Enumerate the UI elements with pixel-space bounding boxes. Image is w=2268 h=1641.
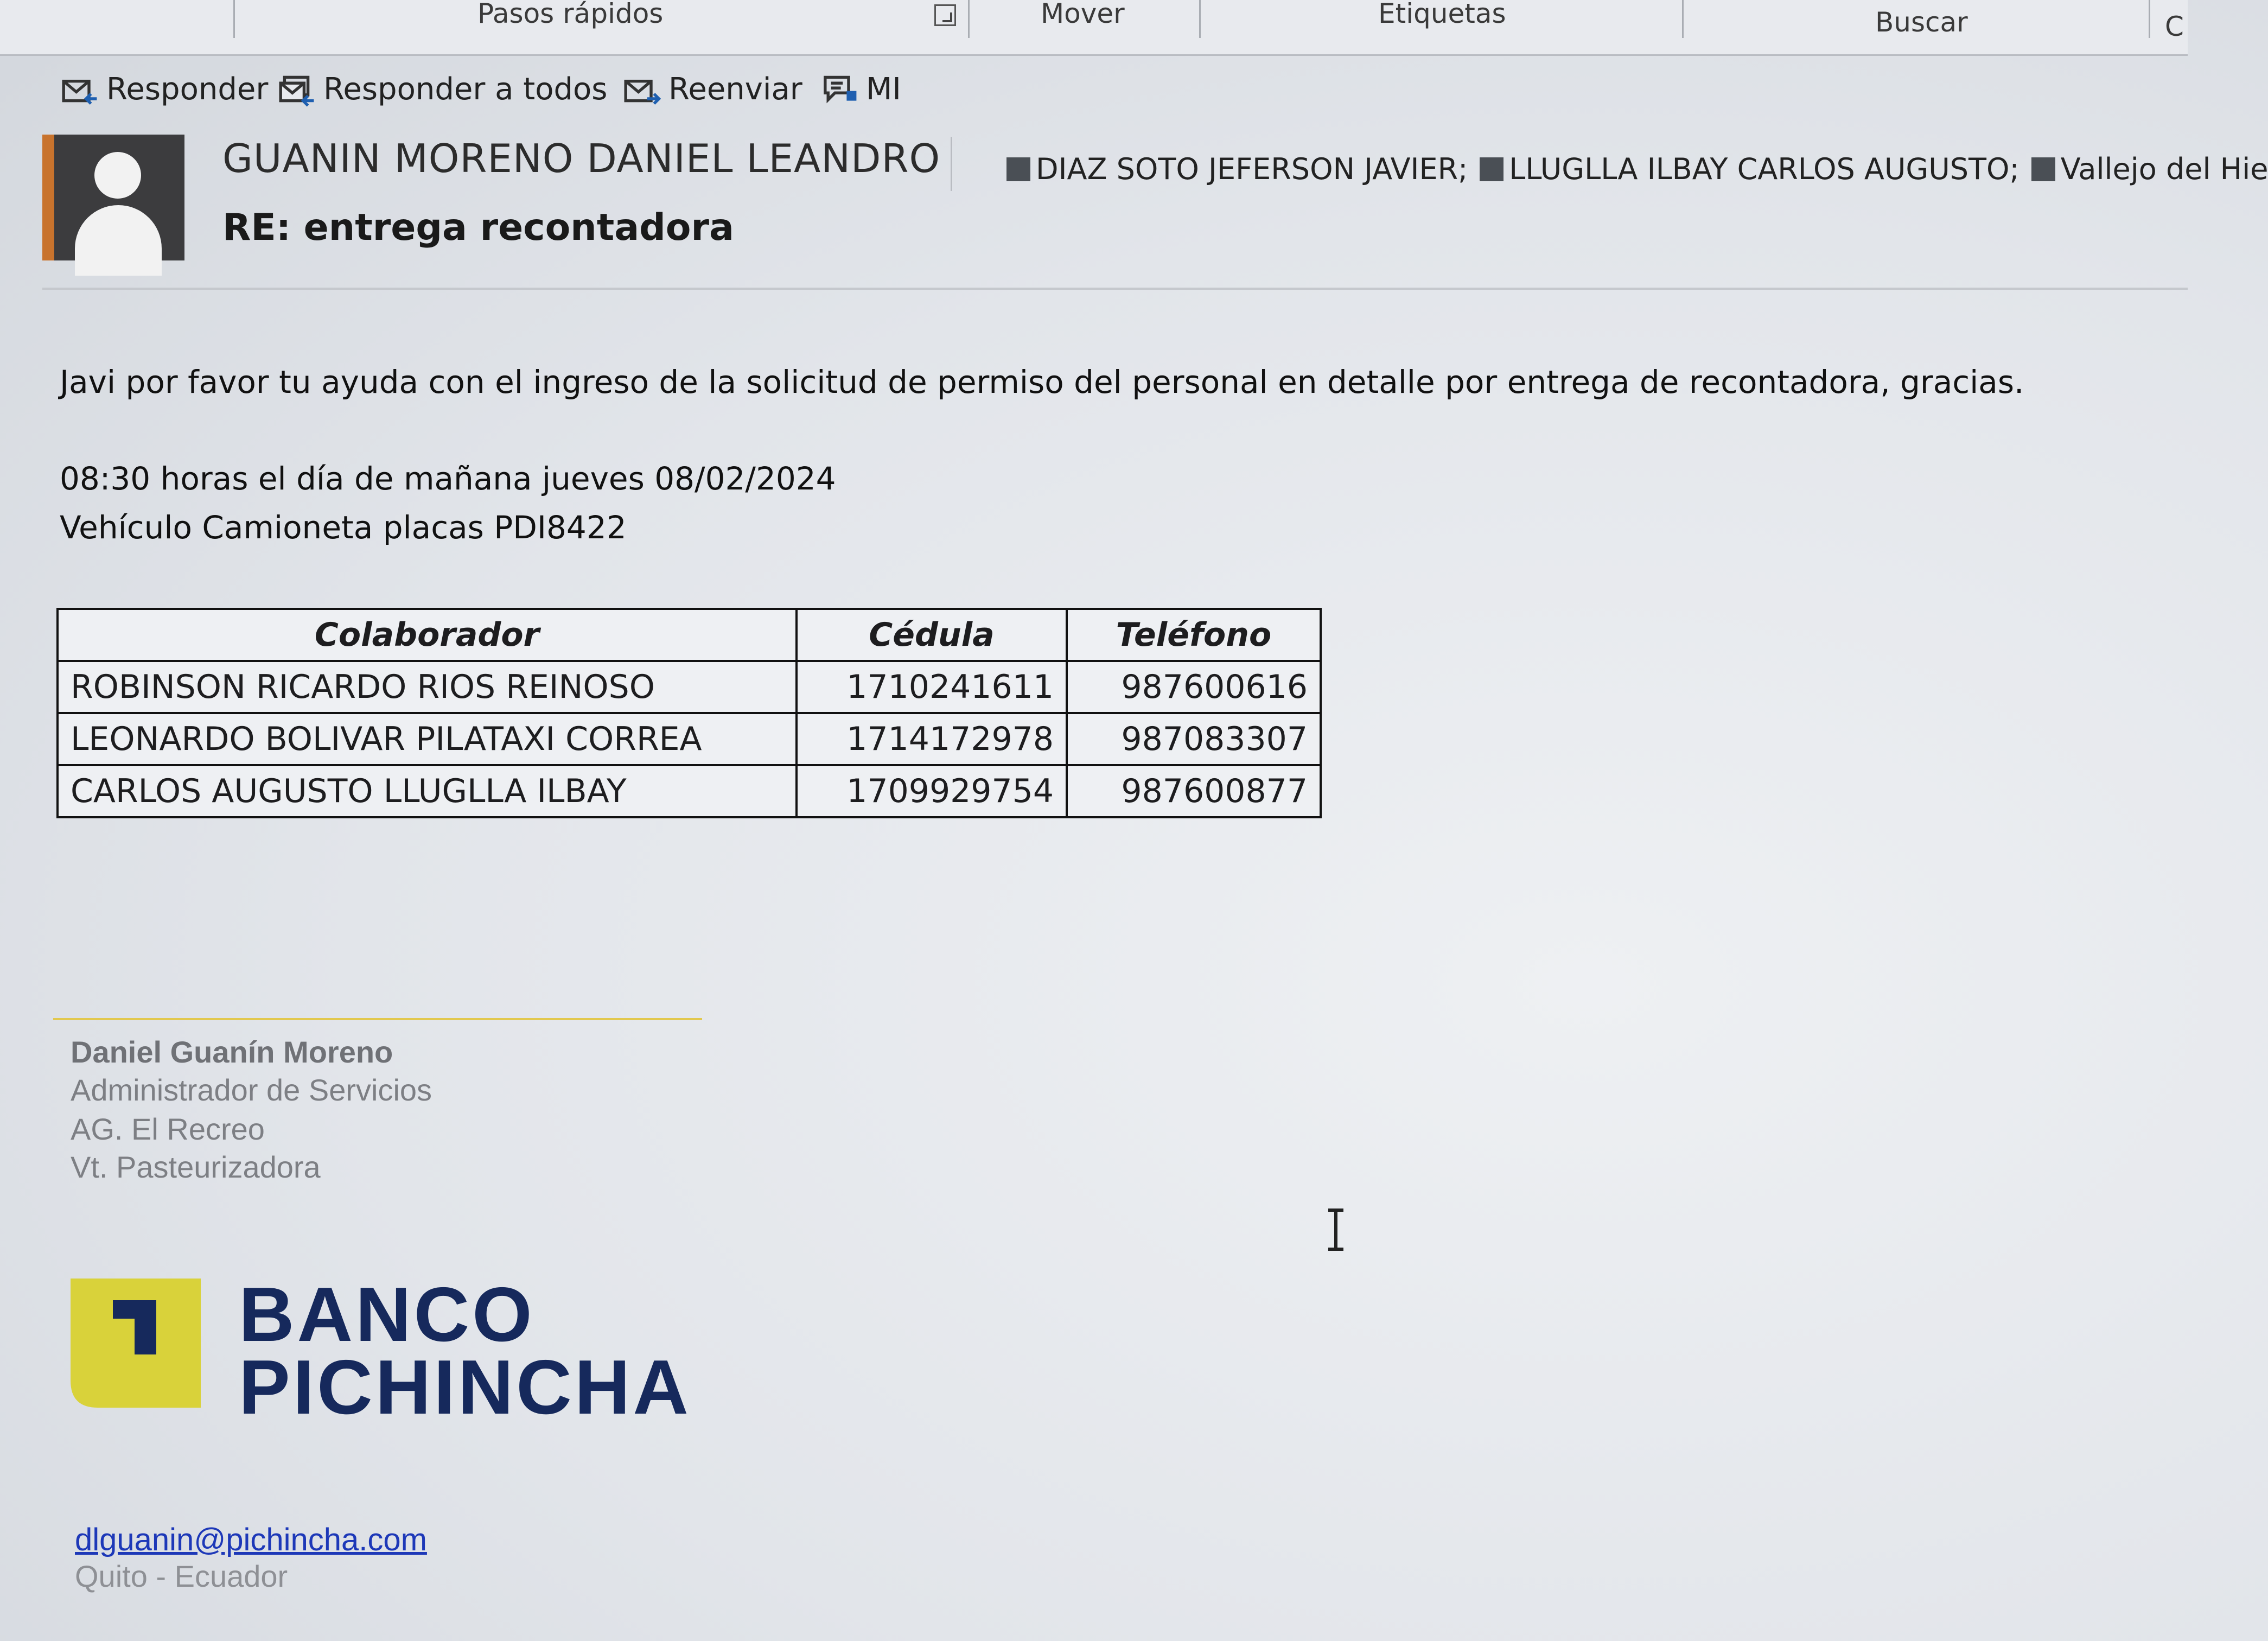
table-cell: 1714172978 bbox=[797, 713, 1067, 765]
recipient-name: Vallejo del Hie bbox=[2060, 152, 2268, 186]
dialog-launcher-icon[interactable] bbox=[934, 4, 956, 26]
signature-unit: Vt. Pasteurizadora bbox=[71, 1150, 321, 1184]
text-cursor-icon bbox=[1325, 1208, 1347, 1251]
recipient-name: DIAZ SOTO JEFERSON JAVIER; bbox=[1036, 152, 1468, 186]
table-cell: 987083307 bbox=[1067, 713, 1321, 765]
forward-button[interactable] bbox=[622, 69, 802, 109]
ribbon-separator bbox=[2149, 0, 2150, 38]
table-cell: 987600877 bbox=[1067, 765, 1321, 817]
recipient-name: LLUGLLA ILBAY CARLOS AUGUSTO; bbox=[1509, 152, 2019, 186]
reply-button[interactable] bbox=[60, 69, 268, 109]
recipient-item[interactable] bbox=[1480, 152, 2019, 186]
ribbon-separator bbox=[233, 0, 235, 38]
table-cell: CARLOS AUGUSTO LLUGLLA ILBAY bbox=[58, 765, 797, 817]
contact-card-icon bbox=[1006, 157, 1030, 181]
recipient-item[interactable] bbox=[2031, 152, 2268, 186]
im-button[interactable] bbox=[819, 69, 901, 109]
ribbon-separator bbox=[1682, 0, 1684, 38]
reply-all-label: Responder a todos bbox=[323, 71, 608, 107]
sender-name[interactable]: GUANIN MORENO DANIEL LEANDRO bbox=[222, 136, 941, 181]
ribbon-group-quick-steps: Pasos rápidos bbox=[477, 0, 664, 29]
column-header: Colaborador bbox=[58, 609, 797, 661]
presence-indicator bbox=[42, 135, 54, 260]
ribbon-group-cutoff: C bbox=[2165, 11, 2184, 42]
bank-logo-line1: BANCO bbox=[239, 1271, 535, 1358]
message-subject: RE: entrega recontadora bbox=[222, 206, 734, 249]
table-row bbox=[58, 765, 1321, 817]
personnel-table bbox=[56, 608, 1322, 818]
table-cell: LEONARDO BOLIVAR PILATAXI CORREA bbox=[58, 713, 797, 765]
signature-email-link[interactable]: dlguanin@pichincha.com bbox=[75, 1522, 427, 1557]
ribbon-group-find: Buscar bbox=[1875, 7, 1968, 38]
reply-all-button[interactable] bbox=[277, 69, 607, 109]
signature-city: Quito - Ecuador bbox=[75, 1559, 288, 1593]
im-label: MI bbox=[866, 71, 901, 107]
body-paragraph: Vehículo Camioneta placas PDI8422 bbox=[60, 509, 627, 546]
recipient-list bbox=[1006, 152, 2268, 186]
header-divider bbox=[42, 288, 2188, 290]
ribbon-separator bbox=[968, 0, 970, 38]
ribbon-group-tags: Etiquetas bbox=[1378, 0, 1506, 29]
signature-name: Daniel Guanín Moreno bbox=[71, 1035, 393, 1069]
body-paragraph: 08:30 horas el día de mañana jueves 08/02/2024 bbox=[60, 460, 836, 497]
table-row bbox=[58, 661, 1321, 713]
table-cell: ROBINSON RICARDO RIOS REINOSO bbox=[58, 661, 797, 713]
signature-title: Administrador de Servicios bbox=[71, 1073, 432, 1107]
table-cell: 1709929754 bbox=[797, 765, 1067, 817]
column-header: Teléfono bbox=[1067, 609, 1321, 661]
contact-card-icon bbox=[1480, 157, 1503, 181]
column-header: Cédula bbox=[797, 609, 1067, 661]
table-cell: 987600616 bbox=[1067, 661, 1321, 713]
ribbon-group-move: Mover bbox=[1041, 0, 1125, 29]
ribbon-separator bbox=[1199, 0, 1201, 38]
reply-icon bbox=[60, 69, 99, 109]
reply-all-icon bbox=[277, 69, 316, 109]
im-icon bbox=[819, 69, 858, 109]
forward-icon bbox=[622, 69, 661, 109]
reply-label: Responder bbox=[106, 71, 269, 107]
ribbon-group-labels bbox=[0, 0, 2188, 56]
avatar-body bbox=[75, 205, 162, 276]
header-separator bbox=[951, 137, 952, 191]
bank-logo-icon bbox=[71, 1279, 201, 1408]
recipient-item[interactable] bbox=[1006, 152, 1468, 186]
forward-label: Reenviar bbox=[668, 71, 802, 107]
signature-agency: AG. El Recreo bbox=[71, 1112, 265, 1146]
sender-avatar bbox=[42, 135, 184, 260]
signature-divider bbox=[53, 1018, 702, 1020]
body-paragraph: Javi por favor tu ayuda con el ingreso de la solicitud de permiso del personal en detalle por entrega de recontadora, gracias. bbox=[60, 364, 2024, 400]
table-cell: 1710241611 bbox=[797, 661, 1067, 713]
contact-card-icon bbox=[2031, 157, 2055, 181]
table-row bbox=[58, 713, 1321, 765]
avatar-head bbox=[94, 152, 141, 199]
table-header-row bbox=[58, 609, 1321, 661]
bank-logo-line2: PICHINCHA bbox=[239, 1344, 691, 1430]
